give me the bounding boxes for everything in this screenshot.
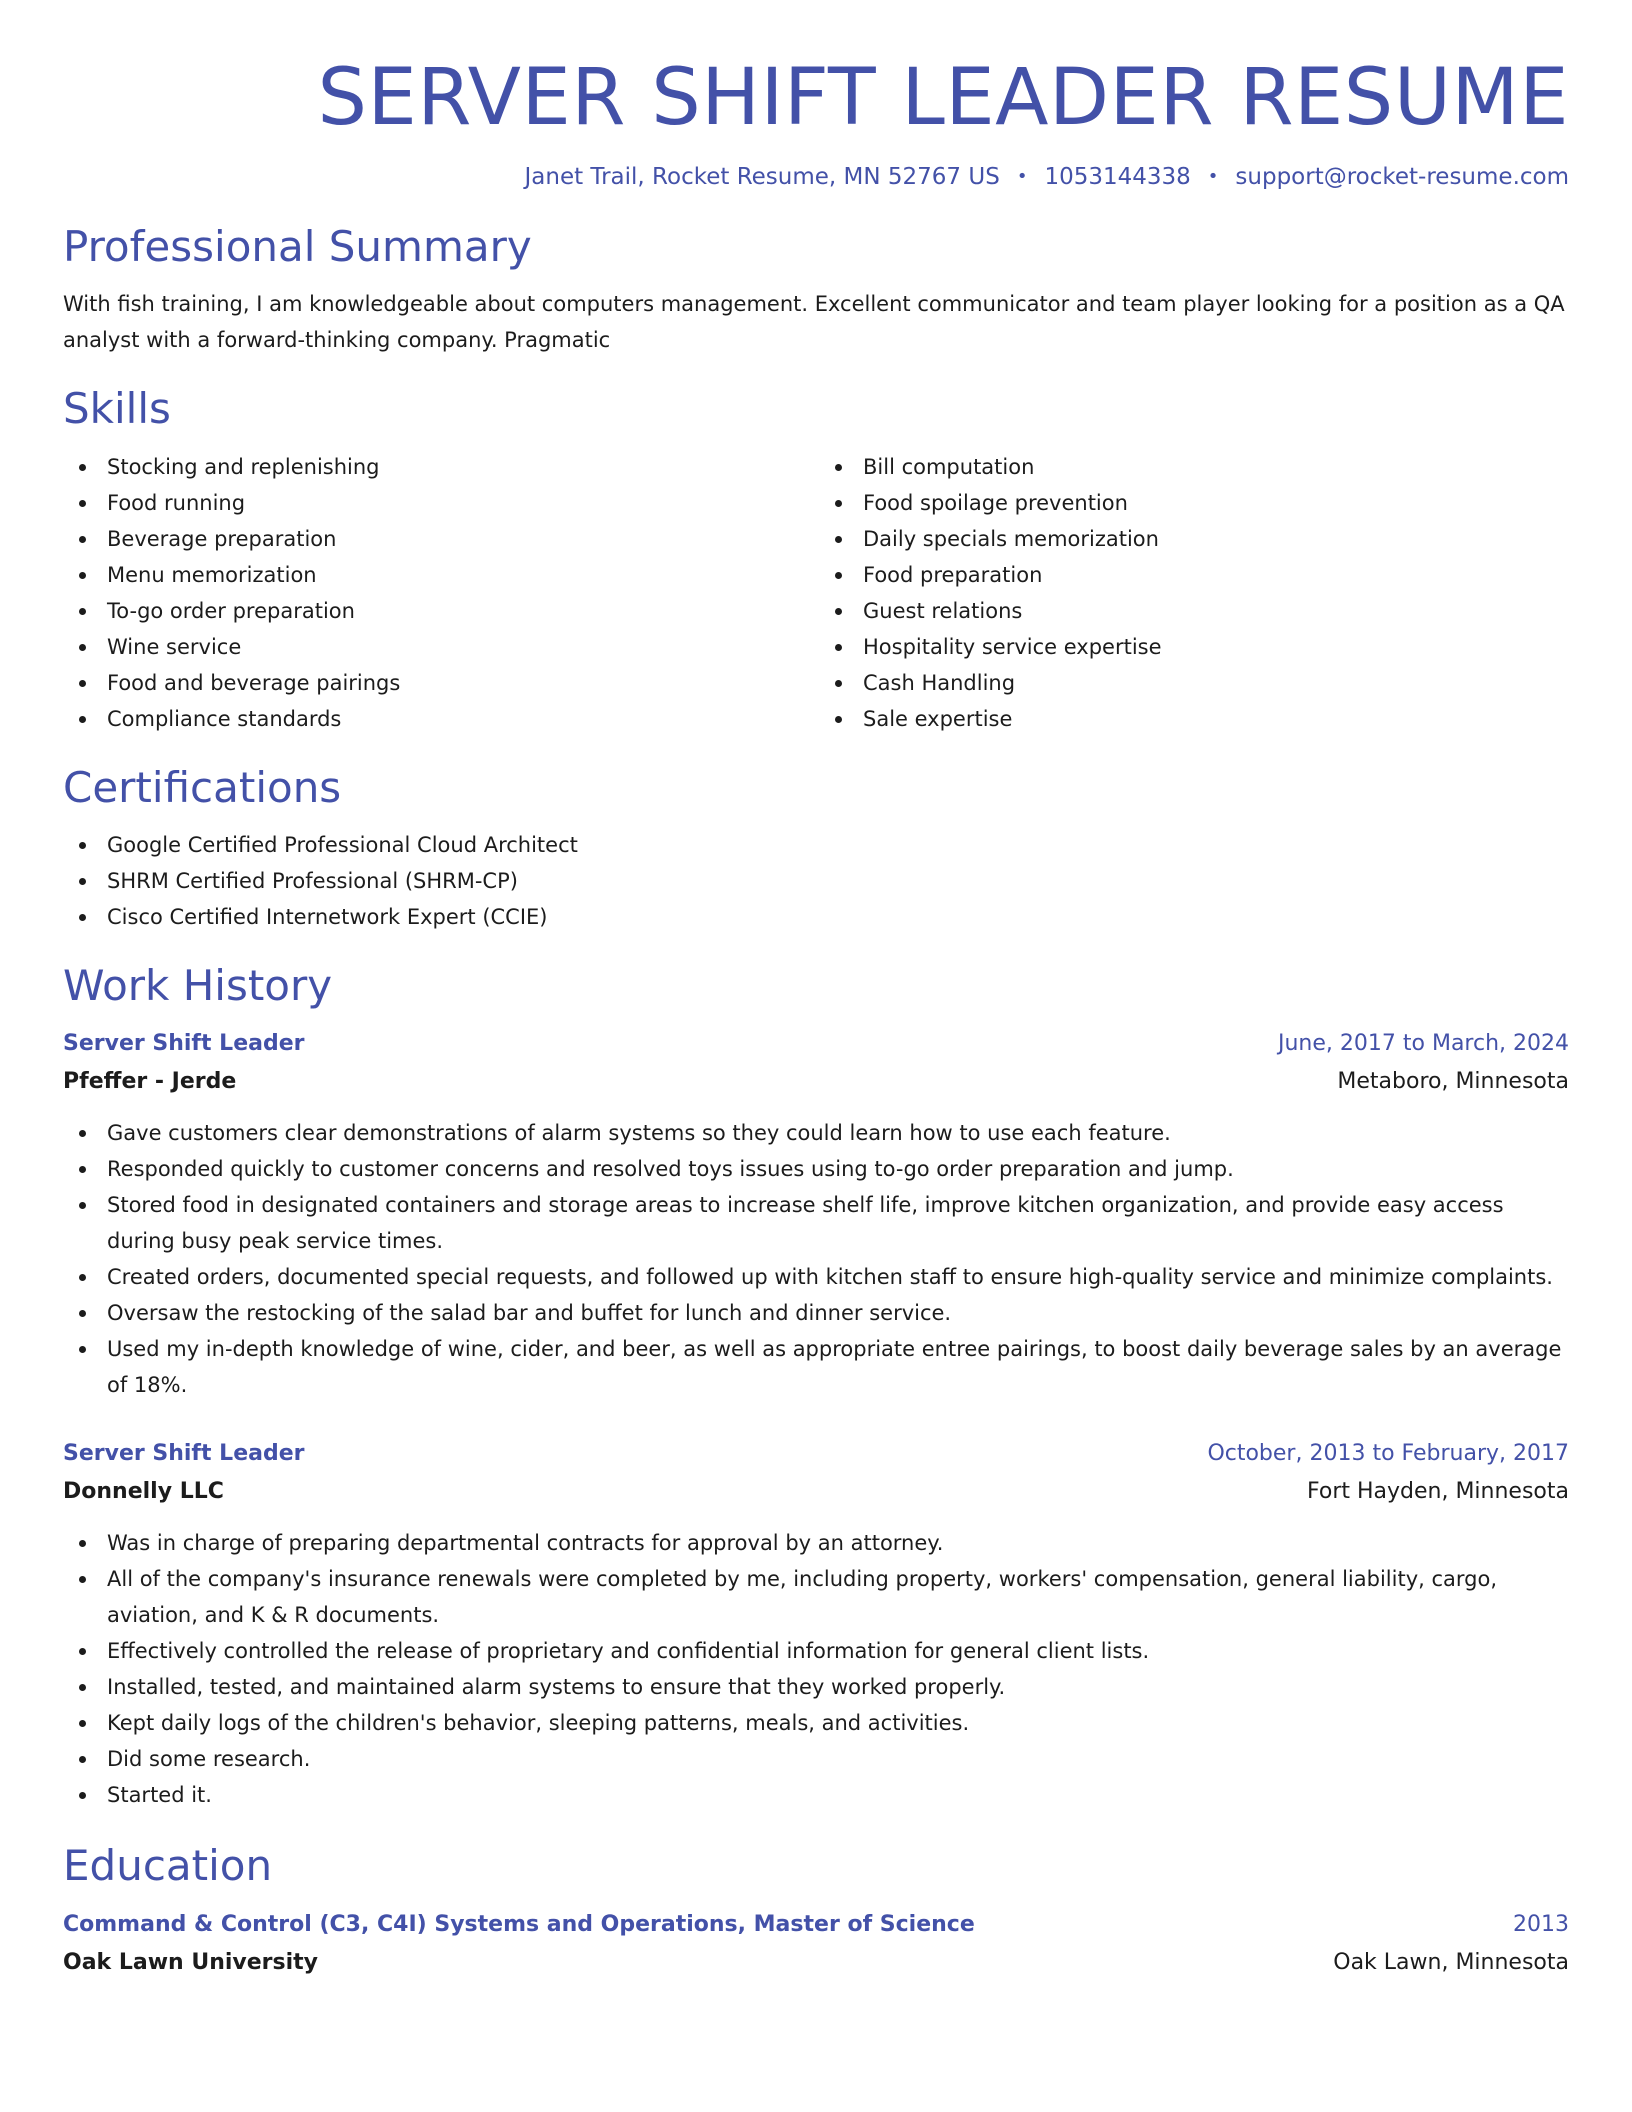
section-heading: Skills <box>63 384 171 434</box>
job-title: Server Shift Leader <box>63 1441 305 1467</box>
skill-item: Beverage preparation <box>63 521 816 557</box>
contact-separator: • <box>1016 165 1028 187</box>
resume-title: SERVER SHIFT LEADER RESUME <box>317 53 1569 143</box>
section-heading: Professional Summary <box>63 221 532 271</box>
skill-item: Hospitality service expertise <box>819 629 1569 665</box>
job-dates: June, 2017 to March, 2024 <box>1278 1031 1569 1057</box>
job-duty: Did some research. <box>63 1741 1569 1777</box>
job-header <box>63 1435 1569 1473</box>
education-school: Oak Lawn University <box>63 1949 319 1975</box>
contact-line <box>63 164 1569 190</box>
job-duties-list <box>63 1115 1569 1403</box>
job-entry <box>63 1435 1569 1813</box>
skill-item: Food running <box>63 485 816 521</box>
skill-item: Daily specials memorization <box>819 521 1569 557</box>
skill-item: Stocking and replenishing <box>63 449 816 485</box>
contact-phone: 1053144338 <box>1044 163 1191 190</box>
education-degree: Command & Control (C3, C4I) Systems and Operations, Master of Science <box>63 1911 975 1937</box>
job-subheader <box>63 1063 1569 1101</box>
education-header <box>63 1906 1569 1944</box>
job-company: Donnelly LLC <box>63 1479 224 1505</box>
job-header <box>63 1025 1569 1063</box>
skill-item: Bill computation <box>819 449 1569 485</box>
contact-address: Janet Trail, Rocket Resume, MN 52767 US <box>524 163 1000 190</box>
education-entry <box>63 1906 1569 1982</box>
job-duty: Stored food in designated containers and storage areas to increase shelf life, improve kitchen organization, and provide easy access during busy peak service times. <box>63 1187 1569 1259</box>
skill-item: Food and beverage pairings <box>63 665 816 701</box>
skill-item: Food spoilage prevention <box>819 485 1569 521</box>
job-location: Metaboro, Minnesota <box>1337 1069 1569 1095</box>
education-year: 2013 <box>1513 1911 1569 1937</box>
job-duty: Effectively controlled the release of proprietary and confidential information for general client lists. <box>63 1633 1569 1669</box>
skill-item: Sale expertise <box>819 701 1569 737</box>
certifications-section <box>63 763 1569 935</box>
section-heading: Certifications <box>63 762 342 812</box>
section-heading: Work History <box>63 960 333 1010</box>
certifications-list <box>63 827 1569 935</box>
job-duty: Used my in-depth knowledge of wine, cider, and beer, as well as appropriate entree pairings, to boost daily beverage sales by an average of 18%. <box>63 1331 1569 1403</box>
certification-item: SHRM Certified Professional (SHRM-CP) <box>63 863 1569 899</box>
skill-item: Guest relations <box>819 593 1569 629</box>
job-duty: Started it. <box>63 1777 1569 1813</box>
job-location: Fort Hayden, Minnesota <box>1306 1479 1569 1505</box>
skills-grid <box>63 449 1569 737</box>
skills-section <box>63 384 1569 736</box>
job-duty: Oversaw the restocking of the salad bar and buffet for lunch and dinner service. <box>63 1295 1569 1331</box>
skill-item: To-go order preparation <box>63 593 816 629</box>
education-subheader <box>63 1944 1569 1982</box>
skill-item: Menu memorization <box>63 557 816 593</box>
job-duty: Responded quickly to customer concerns and resolved toys issues using to-go order preparation and jump. <box>63 1151 1569 1187</box>
work-history-section <box>63 961 1569 1813</box>
job-duty: Gave customers clear demonstrations of alarm systems so they could learn how to use each feature. <box>63 1115 1569 1151</box>
job-title: Server Shift Leader <box>63 1031 305 1057</box>
contact-email: support@rocket-resume.com <box>1235 163 1569 190</box>
section-heading: Education <box>63 1841 273 1891</box>
job-subheader <box>63 1473 1569 1511</box>
job-duty: Created orders, documented special requests, and followed up with kitchen staff to ensure high-quality service and minimize complaints. <box>63 1259 1569 1295</box>
job-company: Pfeffer - Jerde <box>63 1069 237 1095</box>
job-duties-list <box>63 1525 1569 1813</box>
professional-summary-section <box>63 222 1569 358</box>
job-entry <box>63 1025 1569 1403</box>
skill-item: Wine service <box>63 629 816 665</box>
skills-list-right <box>816 449 1569 737</box>
education-section <box>63 1841 1569 1981</box>
job-duty: Kept daily logs of the children's behavior, sleeping patterns, meals, and activities. <box>63 1705 1569 1741</box>
job-duty: All of the company's insurance renewals were completed by me, including property, workers' compensation, general liability, cargo, aviation, and K & R documents. <box>63 1561 1569 1633</box>
skill-item: Cash Handling <box>819 665 1569 701</box>
certification-item: Google Certified Professional Cloud Architect <box>63 827 1569 863</box>
certification-item: Cisco Certified Internetwork Expert (CCIE) <box>63 899 1569 935</box>
summary-text: With fish training, I am knowledgeable about computers management. Excellent communicator and team player looking for a position as a QA analyst with a forward-thinking company. Pragmatic <box>63 292 1565 353</box>
skills-list-left <box>63 449 816 737</box>
job-duty: Installed, tested, and maintained alarm systems to ensure that they worked properly. <box>63 1669 1569 1705</box>
job-dates: October, 2013 to February, 2017 <box>1207 1441 1569 1467</box>
contact-separator: • <box>1207 165 1219 187</box>
job-duty: Was in charge of preparing departmental contracts for approval by an attorney. <box>63 1525 1569 1561</box>
skill-item: Compliance standards <box>63 701 816 737</box>
education-location: Oak Lawn, Minnesota <box>1333 1949 1569 1975</box>
skill-item: Food preparation <box>819 557 1569 593</box>
